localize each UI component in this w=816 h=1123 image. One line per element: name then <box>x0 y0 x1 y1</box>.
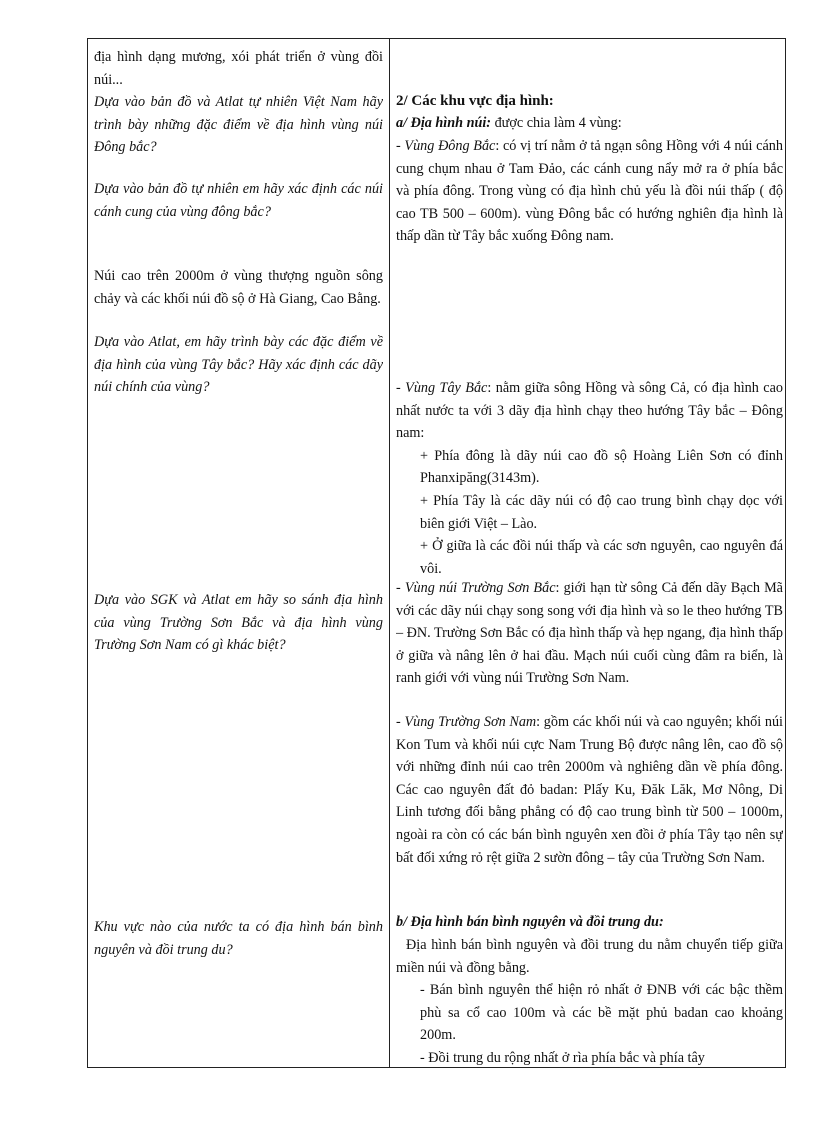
taybac-item-2: + Phía Tây là các dãy núi có độ cao trung bình chạy dọc với biên giới Việt – Lào. <box>420 492 783 532</box>
intro-text <box>94 46 383 91</box>
region-text: : nằm giữa sông Hồng và sông Cả, có địa hình cao nhất nước ta với 3 dãy địa hình chạy theo hướng Tây bắc – Đông nam: <box>396 380 783 442</box>
subsection-a-title: a/ Địa hình núi: <box>396 115 492 131</box>
bbn-item-1: - Bán bình nguyên thể hiện rỏ nhất ở ĐNB với các bậc thềm phù sa cổ cao 100m và các bề mặt phủ badan cao khoảng 200m. <box>420 982 783 1044</box>
question-paragraph: Dựa vào bản đồ và Atlat tự nhiên Việt Nam hãy trình bày những đặc điểm về địa hình vùng núi Đông bắc? <box>94 94 383 156</box>
subsection-b-body <box>396 934 783 1067</box>
subsection-a <box>396 112 783 135</box>
note-taybac <box>94 265 383 310</box>
question-dongbac-2 <box>94 178 383 223</box>
question-dongbac-1 <box>94 91 383 159</box>
right-column <box>396 39 783 1067</box>
question-paragraph: Dựa vào bản đồ tự nhiên em hãy xác định các núi cánh cung của vùng đông bắc? <box>94 181 383 220</box>
region-text: : có vị trí nằm ở tả ngạn sông Hồng với 4 núi cánh cung chụm nhau ở Tam Đảo, các cánh cung nẩy mở ra ở phía bắc và phía đông. Trong vùng có địa hình chủ yếu là đồi núi thấp ( độ cao TB 500 – 600m). vùng Đông bắc có hướng nghiên địa hình là thấp dần từ Tây bắc xuống Đông nam. <box>396 138 783 245</box>
region-taybac <box>396 377 783 580</box>
region-label: Vùng Tây Bắc <box>405 380 488 396</box>
subsection-b-title: b/ Địa hình bán bình nguyên và đồi trung du: <box>396 914 664 930</box>
section-heading <box>396 90 783 113</box>
question-paragraph: Dựa vào Atlat, em hãy trình bày các đặc điểm về địa hình của vùng Tây bắc? Hãy xác định các dãy núi chính của vùng? <box>94 334 383 396</box>
region-label: Vùng Đông Bắc <box>404 138 496 154</box>
dash: - <box>396 714 405 730</box>
dash: - <box>396 580 405 596</box>
heading-text: 2/ Các khu vực địa hình: <box>396 93 554 109</box>
bbn-intro: Địa hình bán bình nguyên và đồi trung du nằm chuyển tiếp giữa miền núi và đồng bằng. <box>396 937 783 976</box>
region-label: Vùng núi Trường Sơn Bắc <box>404 580 556 596</box>
question-taybac <box>94 331 383 399</box>
subsection-a-desc: được chia làm 4 vùng: <box>491 115 622 131</box>
region-text: : gồm các khối núi và cao nguyên; khối núi Kon Tum và khối núi cực Nam Trung Bộ được nâng lên, cao đồ sộ với những đỉnh núi cao trên 2000m và nghiêng dần về phía đông. Các cao nguyên đất đỏ badan: Plấy Ku, Đăk Lăk, Mơ Nông, Di Linh tương đối bằng phẳng có độ cao trung bình từ 500 – 1000m, ngoài ra còn có các bán bình nguyên xen đồi ở phía Tây tạo nên sự bất đối xứng rỏ rệt giữa 2 sườn đông – tây của Trường Sơn Nam. <box>396 714 783 866</box>
region-text: : giới hạn từ sông Cả đến dãy Bạch Mã với các dãy núi chạy song song với địa hình và so le theo hướng TB – ĐN. Trường Sơn Bắc có địa hình thấp và hẹp ngang, địa hình thấp ở giữa và nâng lên ở hai đầu. Mạch núi cuối cùng đâm ra biển, là ranh giới với vùng núi Trường Sơn Nam. <box>396 580 783 687</box>
region-label: Vùng Trường Sơn Nam <box>404 714 537 730</box>
question-ban-binh-nguyen <box>94 916 383 961</box>
dash: - <box>396 138 405 154</box>
left-column <box>94 39 383 1067</box>
question-truongson <box>94 589 383 657</box>
question-paragraph: Dựa vào SGK và Atlat em hãy so sánh địa hình của vùng Trường Sơn Bắc và địa hình vùng Trường Sơn Nam có gì khác biệt? <box>94 592 383 654</box>
content-table <box>87 38 786 1068</box>
region-truongson-nam <box>396 711 783 869</box>
taybac-item-3: + Ở giữa là các đồi núi thấp và các sơn nguyên, cao nguyên đá vôi. <box>420 538 783 577</box>
column-divider <box>389 39 390 1067</box>
region-dongbac <box>396 135 783 248</box>
region-truongson-bac <box>396 577 783 690</box>
question-paragraph: Khu vực nào của nước ta có địa hình bán bình nguyên và đồi trung du? <box>94 919 383 958</box>
subsection-b <box>396 911 783 934</box>
note-paragraph: Núi cao trên 2000m ở vùng thượng nguồn sông chảy và các khối núi đồ sộ ở Hà Giang, Cao Bằng. <box>94 268 383 307</box>
bbn-item-2: - Đồi trung du rộng nhất ở rìa phía bắc và phía tây <box>420 1049 705 1066</box>
taybac-item-1: + Phía đông là dãy núi cao đồ sộ Hoàng Liên Sơn có đỉnh Phanxipăng(3143m). <box>420 447 783 487</box>
dash: - <box>396 380 406 396</box>
intro-paragraph: địa hình dạng mương, xói phát triển ở vùng đồi núi... <box>94 49 383 88</box>
